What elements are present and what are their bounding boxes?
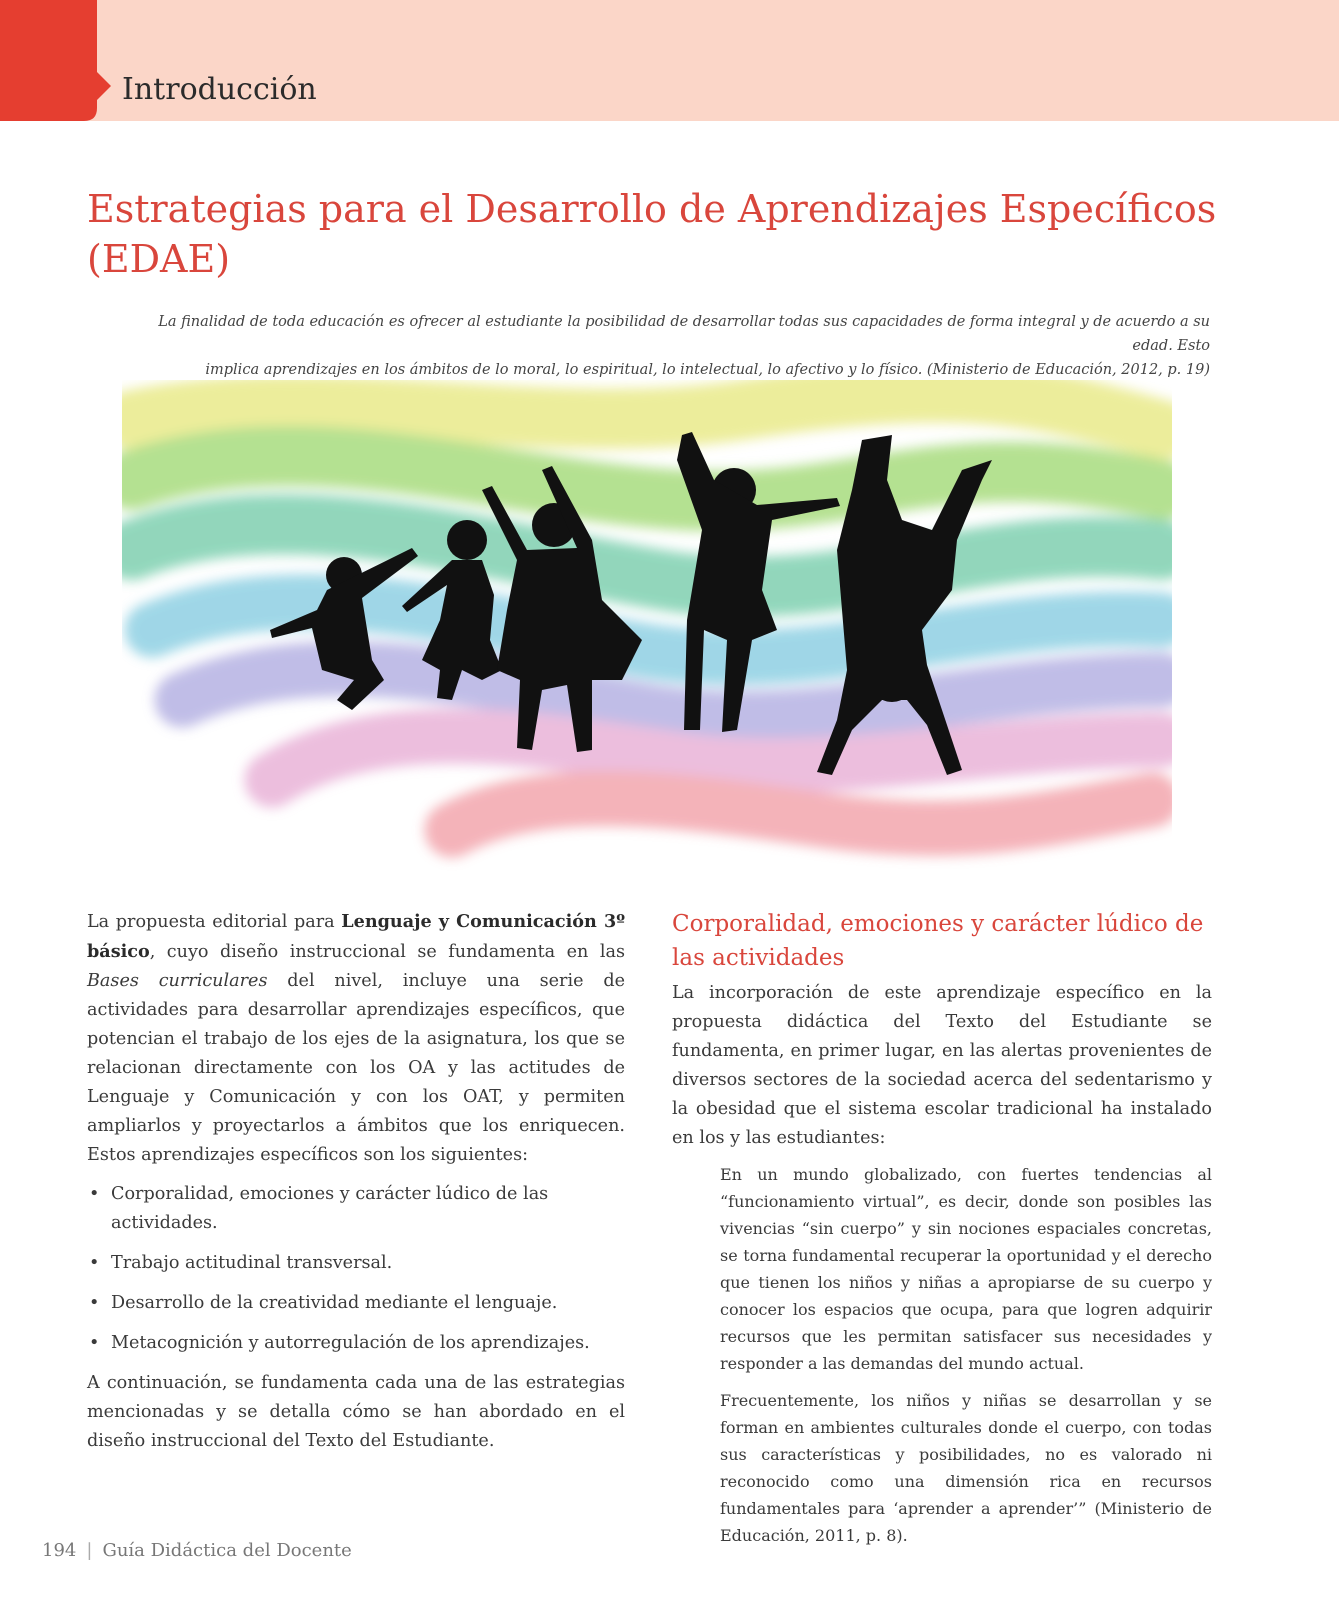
epigraph: [118, 310, 1210, 382]
section-subtitle: Corporalidad, emociones y carácter lúdico de las actividades: [672, 911, 1204, 971]
intro-bold: Lenguaje y Comunicación 3º básico: [87, 911, 626, 962]
page-title: [87, 184, 1237, 284]
intro-mid: , cuyo diseño instruccional se fundamenta en las: [149, 942, 625, 962]
section-label: Introducción: [122, 72, 317, 107]
epigraph-line1: La finalidad de toda educación es ofrecer al estudiante la posibilidad de desarrollar todas sus capacidades de forma integral y de acuerdo a su edad. Esto: [158, 314, 1210, 354]
epigraph-line2: implica aprendizajes en los ámbitos de lo moral, lo espiritual, lo intelectual, lo afectivo y lo físico. (Ministerio de Educación, 2012, p. 19): [205, 362, 1210, 378]
closing-paragraph: A continuación, se fundamenta cada una de las estrategias mencionadas y se detalla cómo se han abordado en el diseño instruccional del Texto del Estudiante.: [87, 1373, 625, 1451]
quote-paragraph: Frecuentemente, los niños y niñas se desarrollan y se forman en ambientes culturales donde el cuerpo, con todas sus características y posibilidades, no es valorado ni reconocido como una dimensión rica en recursos fundamentales para ‘aprender a aprender’” (Ministerio de Educación, 2011, p. 8).: [720, 1391, 1212, 1545]
book-title: Guía Didáctica del Docente: [102, 1540, 352, 1561]
list-item: • Desarrollo de la creatividad mediante el lenguaje.: [87, 1289, 625, 1318]
intro-text: La propuesta editorial para: [87, 912, 342, 932]
list-item: • Trabajo actitudinal transversal.: [87, 1249, 625, 1278]
page-footer: [42, 1540, 352, 1561]
intro-post: del nivel, incluye una serie de actividades para desarrollar aprendizajes específicos, que potencian el trabajo de los ejes de la asignatura, los que se relacionan directamente con los OA y las actitudes de Lenguaje y Comunicación y con los OAT, y permiten ampliarlos y proyectarlos a ámbitos que los enriquecen. Estos aprendizajes específicos son los siguientes:: [87, 971, 625, 1165]
list-item: • Corporalidad, emociones y carácter lúdico de las actividades.: [87, 1180, 625, 1238]
intro-italic: Bases curriculares: [87, 971, 268, 991]
page-title-line2: (EDAE): [87, 237, 231, 281]
block-quote: [720, 1161, 1212, 1549]
body-paragraph: La incorporación de este aprendizaje específico en la propuesta didáctica del Texto del Estudiante se fundamenta, en primer lugar, en las alertas provenientes de diversos sectores de la sociedad acerca del sedentarismo y la obesidad que el sistema escolar tradicional ha instalado en los y las estudiantes:: [672, 983, 1212, 1148]
footer-separator: |: [86, 1540, 93, 1561]
hero-illustration: [122, 380, 1172, 890]
left-column: [87, 907, 625, 1466]
page-title-line1: Estrategias para el Desarrollo de Aprendizajes Específicos: [87, 187, 1217, 231]
quote-paragraph: En un mundo globalizado, con fuertes tendencias al “funcionamiento virtual”, es decir, donde son posibles las vivencias “sin cuerpo” y sin nociones espaciales concretas, se torna fundamental recuperar la oportunidad y el derecho que tienen los niños y niñas a apropiarse de su cuerpo y conocer los espacios que ocupa, para que logren adquirir recursos que les permitan satisfacer sus necesidades y responder a las demandas del mundo actual.: [720, 1165, 1212, 1373]
edae-list: [87, 1180, 625, 1358]
header-tab: [0, 0, 112, 121]
list-item: • Metacognición y autorregulación de los aprendizajes.: [87, 1329, 625, 1358]
right-column: [672, 907, 1212, 1559]
intro-paragraph: [87, 907, 625, 1170]
page-number: 194: [42, 1540, 77, 1561]
